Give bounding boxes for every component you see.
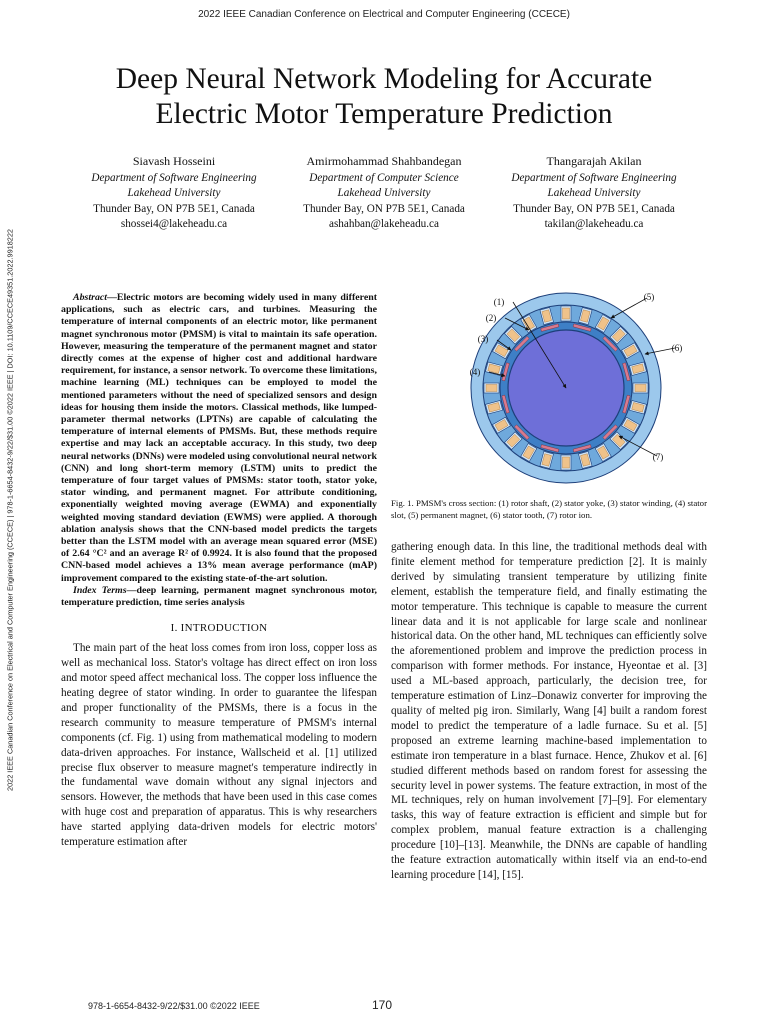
intro-paragraph-left: The main part of the heat loss comes from iron loss, copper loss as well as mechanical loss. Stator's voltage has direct effect on iron loss and motor speed affect mechanical loss. The copper loss influence the heating degree of stator winding. In order to guarantee the lifespan and proper functionality of the PMSMs, there is a focus in the research community to measure temperature of PMSM's internal components (cf. Fig. 1) using from mathematical modeling to modern data-driven approaches. For instance, Wallscheid et al. [1] utilized precise flux observer to measure magnet's temperature indirectly in the fundamental wave domain without any signal injectors and sensors. However, the methods that have been used in this case comes with huge cost and preparation of apparatus. This is why researchers have started applying data-driven models for electric motors' temperature estimation after [61, 642, 377, 849]
author-email[interactable]: shossei4@lakeheadu.ca [120, 218, 228, 231]
author-univ: Lakehead University [127, 187, 221, 200]
author-name: Siavash Hosseini [132, 154, 216, 168]
index-terms-text: —deep learning, permanent magnet synchronous motor, temperature prediction, time series analysis [61, 584, 378, 609]
stator-winding [563, 457, 570, 468]
callout-label: (4) [469, 367, 481, 377]
stator-winding [563, 308, 570, 319]
title-line-2: Electric Motor Temperature Prediction [155, 98, 613, 130]
author-address: Thunder Bay, ON P7B 5E1, Canada [303, 202, 465, 215]
figure-pmsm-cross-section [391, 288, 707, 528]
author-1 [69, 154, 279, 233]
callout-label: (6) [671, 343, 683, 353]
stator-slot [484, 383, 499, 393]
author-address: Thunder Bay, ON P7B 5E1, Canada [513, 202, 675, 215]
author-univ: Lakehead University [337, 187, 431, 200]
side-strip-text: 2022 IEEE Canadian Conference on Electrical and Computer Engineering (CCECE) | 978-1-6654-8432-9/22/$31.00 ©2022 IEEE | DOI: 10.1109/CCECE49351.2022.9918222 [5, 229, 15, 791]
callout-label: (7) [652, 452, 664, 462]
author-dept: Department of Software Engineering [511, 171, 677, 184]
stator-slot [633, 383, 648, 393]
right-column [391, 540, 707, 883]
stator-slot [561, 306, 571, 321]
index-terms [61, 585, 377, 609]
left-column [61, 292, 377, 850]
author-name: Thangarajah Akilan [546, 154, 642, 168]
author-email[interactable]: ashahban@lakeheadu.ca [328, 218, 439, 231]
side-strip [2, 150, 18, 870]
callout-label: (3) [477, 334, 489, 344]
section-heading-introduction: I. INTRODUCTION [170, 622, 268, 635]
author-3 [489, 154, 699, 233]
page-number: 170 [372, 998, 393, 1012]
stator-slot [561, 455, 571, 470]
callout-label: (1) [493, 297, 505, 307]
author-2 [279, 154, 489, 233]
motor-diagram [431, 288, 701, 488]
footer-isbn: 978-1-6654-8432-9/22/$31.00 ©2022 IEEE [88, 1001, 260, 1011]
paper-title [60, 62, 708, 132]
stator-winding [486, 385, 497, 392]
index-terms-lead: Index Terms [73, 584, 127, 596]
author-name: Amirmohammad Shahbandegan [306, 154, 462, 168]
author-dept: Department of Computer Science [309, 171, 459, 184]
figure-caption: Fig. 1. PMSM's cross section: (1) rotor shaft, (2) stator yoke, (3) stator winding, (4) stator slot, (5) permanent magnet, (6) stator tooth, (7) rotor ion. [391, 498, 707, 520]
author-univ: Lakehead University [547, 187, 641, 200]
author-block [69, 154, 699, 233]
author-dept: Department of Software Engineering [91, 171, 257, 184]
callout-label: (2) [485, 313, 497, 323]
abstract [61, 292, 377, 585]
intro-paragraph-right: gathering enough data. In this line, the traditional methods deal with finite element method for temperature prediction [2]. It is mainly derived by simulating transient temperature by utilizing finite element, establish the temperature field, and finally estimating the motor temperature. This technique is capable to measure the current linear data and it is not applicable for large scale and nonlinear historical data. On the other hand, ML techniques can efficiently solve the aforementioned problem and improve the prediction process in comparison with former methods. For instance, Hyeontae et al. [3] used a ML-based approach, particularly, the decision tree, for temperature estimation of Linz–Donawiz converter for improving the quality of melted pig iron. Similarly, Wang [4] built a random forest model to predict the temperature of a ladle furnace. Su et al. [5] proposed an extreme learning machine-based implementation to estimate iron temperature in a blast furnace. Hence, Zhukov et al. [6] studied different methods based on random forest for assessing the security level in power systems. The feature extraction, in most of the ML techniques, rely on human involvement [7]–[9]. For elementary tasks, this way of feature extraction is efficient and simple but for complex problem, manual feature extraction is a challenging procedure [10]–[13]. Meanwhile, the DNNs are capable of handling the feature extraction automatically within itself via an end-to-end learning procedure [14], [15]. [391, 541, 707, 881]
abstract-text: —Electric motors are becoming widely used in many different applications, such as electric cars, and turbines. Measuring the temperature of internal components of an electric motor, like permanent magnet synchronous motor (PMSM) is vital to maintain its safe operation. However, measuring the temperature of the permanent magnet and stator directly comes at the expense of higher cost and additional hardware requirement, for instance, a sensor network. To overcome these limitations, machine learning (ML) techniques can be employed to model the mentioned parameters without the need of specialized sensors and design ideas for housing them inside the motors. Classical methods, like lumped-parameter thermal networks (LPTNs) are capable of calculating the temperature of internal elements of PMSMs. But, these methods require expertise and may lack an acceptable accuracy. In this study, two deep neural networks (DNNs) were modeled using convolutional neural network (CNN) and long short-term memory (LSTM) units to predict the temperature of four target values of PMSMs: stator tooth, stator yoke, stator winding, and permanent magnet. For attribute conditioning, exponentially weighted moving average (EWMA) and exponentially weighted moving standard deviation (EWMS) were applied. A thorough ablation analysis shows that the CNN-based model predicts the targets better than the LSTM model with an average mean squared error (MSE) of 2.64 °C² and an average R² of 0.9924. It is also found that the proposed CNN-based model achieves a 13% mean average performance (mAP) improvement compared to the existing state-of-the-art solution. [61, 292, 377, 584]
author-address: Thunder Bay, ON P7B 5E1, Canada [93, 202, 255, 215]
stator-winding [635, 385, 646, 392]
title-line-1: Deep Neural Network Modeling for Accurate [115, 63, 653, 95]
conference-header: 2022 IEEE Canadian Conference on Electrical and Computer Engineering (CCECE) [198, 9, 570, 20]
callout-label: (5) [643, 292, 655, 302]
author-email[interactable]: takilan@lakeheadu.ca [544, 218, 644, 231]
abstract-lead: Abstract [73, 292, 108, 303]
